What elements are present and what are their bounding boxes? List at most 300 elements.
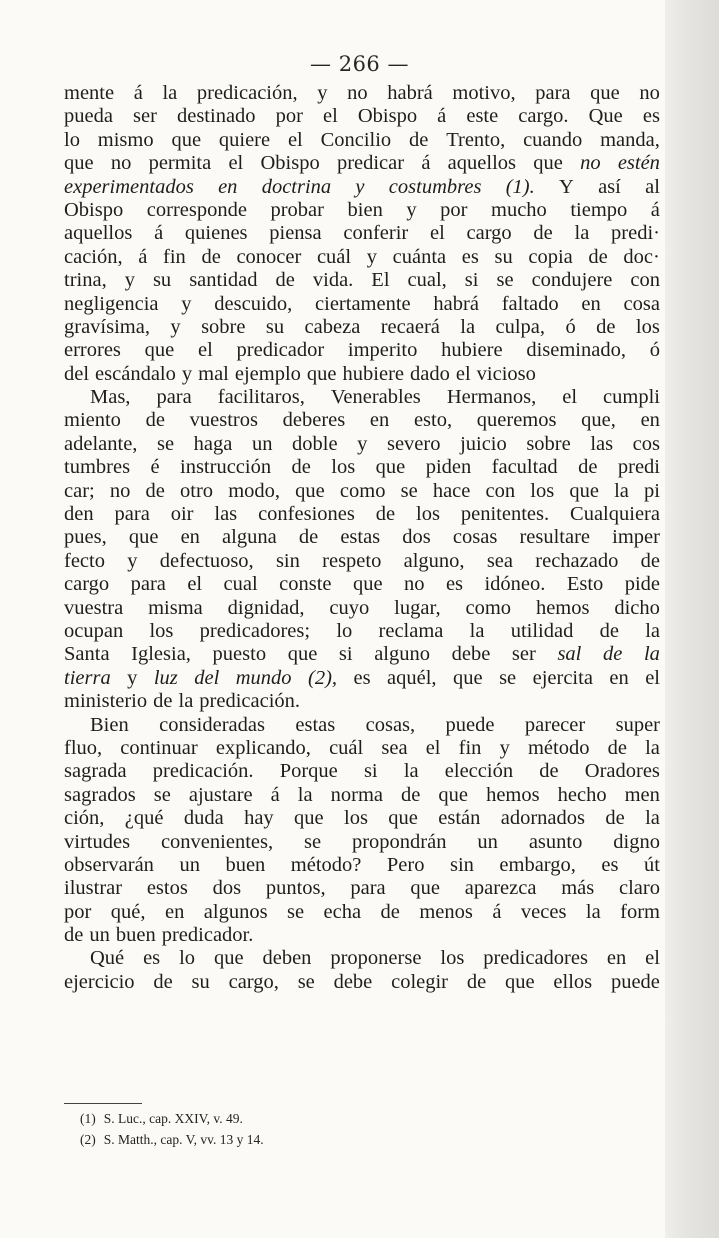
- text-line: [64, 667, 660, 690]
- word: cuál: [316, 245, 352, 268]
- word: ilustrar: [64, 877, 123, 900]
- word: Qué: [90, 947, 125, 970]
- word: vicioso: [476, 362, 536, 385]
- footnote-rule: [64, 1103, 142, 1104]
- word: no: [639, 82, 660, 104]
- word: sal: [557, 643, 582, 666]
- word: motivo,: [452, 82, 516, 104]
- word: car;: [64, 479, 95, 502]
- word: cuyo: [329, 596, 370, 619]
- word: alguna: [222, 526, 277, 549]
- word: á: [133, 82, 143, 104]
- word: Esto: [566, 573, 604, 596]
- word: tiempo: [570, 198, 628, 221]
- word: cual: [223, 573, 258, 596]
- word: faltado: [501, 292, 559, 315]
- word: hubiere: [342, 362, 405, 385]
- word: y: [127, 666, 138, 689]
- word: cargo.: [518, 105, 569, 128]
- word: Porque: [279, 760, 338, 783]
- word: luz: [153, 666, 178, 689]
- word: deben: [262, 947, 312, 970]
- word: ser: [133, 105, 157, 128]
- word: ejemplo: [234, 362, 301, 385]
- word: cumpli: [603, 386, 660, 409]
- word: puesto: [212, 643, 267, 666]
- text-line: [64, 643, 660, 666]
- word: los: [530, 479, 555, 502]
- word: predicación.: [199, 690, 301, 713]
- word: Concilio: [320, 128, 392, 151]
- word: de: [409, 128, 429, 151]
- word: los: [344, 807, 368, 830]
- word: sin: [449, 853, 474, 876]
- word: men: [624, 783, 660, 806]
- footnotes: [80, 1108, 264, 1150]
- word: y: [170, 315, 181, 338]
- word: para: [114, 503, 150, 526]
- word: manda,: [600, 128, 660, 151]
- word: cosas: [452, 526, 498, 549]
- word: el: [645, 947, 660, 970]
- text-line: [64, 877, 660, 900]
- word: en: [581, 292, 601, 315]
- word: á: [421, 152, 431, 175]
- word: rechazado: [535, 549, 619, 572]
- word: de: [588, 245, 608, 268]
- word: que: [352, 573, 383, 596]
- word: dado: [410, 362, 450, 385]
- word: el: [323, 105, 338, 128]
- word: virtudes: [64, 830, 131, 853]
- word: que: [569, 479, 599, 502]
- word: en: [218, 175, 238, 198]
- word: del: [194, 666, 220, 689]
- word: predi·: [611, 222, 660, 245]
- word: este: [466, 105, 499, 128]
- word: Iglesia,: [131, 643, 191, 666]
- word: hemos: [535, 596, 590, 619]
- text-line: [64, 854, 660, 877]
- page-edge-shadow: [665, 0, 719, 1238]
- word: que: [453, 666, 483, 689]
- word: facilitaros,: [217, 386, 305, 409]
- word: se: [153, 783, 171, 806]
- word: la: [460, 315, 476, 338]
- word: el: [228, 152, 244, 175]
- word: predicar: [336, 152, 405, 175]
- word: buen: [115, 924, 156, 947]
- word: lugar,: [394, 596, 441, 619]
- word: y: [181, 362, 193, 385]
- word: quienes: [184, 222, 248, 245]
- word: Obispo: [260, 152, 320, 175]
- word: de: [201, 245, 221, 268]
- text-line: [64, 550, 660, 573]
- word: los: [149, 619, 174, 642]
- word: haga: [193, 432, 233, 455]
- word: que: [287, 643, 318, 666]
- word: gravísima,: [64, 315, 150, 338]
- word: idóneo.: [484, 573, 546, 596]
- footnote: [80, 1108, 264, 1129]
- word: corresponde: [146, 198, 247, 221]
- word: cos: [632, 432, 660, 455]
- word: de: [533, 222, 553, 245]
- word: en: [164, 900, 185, 923]
- word: sin: [275, 549, 300, 572]
- text-line: [64, 129, 660, 152]
- word: aquellos: [64, 222, 133, 245]
- word: en: [606, 947, 627, 970]
- word: modo,: [228, 479, 281, 502]
- word: ejercita: [532, 666, 593, 689]
- word: y: [406, 198, 417, 221]
- word: que: [294, 807, 324, 830]
- word: del: [64, 362, 90, 385]
- word: un: [477, 830, 498, 853]
- word: elección: [444, 760, 514, 783]
- word: é: [150, 456, 160, 479]
- word: los: [331, 456, 356, 479]
- word: continuar: [120, 736, 198, 759]
- text-line: [64, 971, 660, 994]
- word: adelante,: [64, 432, 138, 455]
- word: el: [425, 736, 441, 759]
- word: que: [438, 783, 469, 806]
- word: ministerio: [64, 690, 148, 713]
- word: no: [347, 82, 368, 104]
- word: doc·: [623, 245, 660, 268]
- word: predicación,: [196, 82, 298, 104]
- word: como: [339, 479, 386, 502]
- word: cación,: [64, 245, 123, 268]
- word: predicación.: [152, 760, 254, 783]
- word: cuánta: [392, 245, 447, 268]
- word: la: [645, 736, 660, 759]
- word: de: [298, 526, 319, 549]
- word: se: [304, 830, 322, 853]
- word: mucho: [491, 198, 547, 221]
- word: el: [197, 339, 213, 362]
- word: los: [416, 503, 440, 526]
- word: Cualquiera: [570, 503, 660, 526]
- word: severo: [386, 432, 441, 455]
- word: form: [620, 900, 660, 923]
- word: proponerse: [330, 947, 422, 970]
- word: la: [469, 619, 485, 642]
- text-line: [64, 526, 660, 549]
- word: un: [179, 853, 200, 876]
- word: condujere: [531, 269, 613, 292]
- word: con: [630, 269, 660, 292]
- word: adornados: [500, 807, 586, 830]
- word: que: [295, 479, 325, 502]
- word: de: [145, 409, 165, 432]
- word: utilidad: [510, 619, 574, 642]
- text-line: [64, 831, 660, 854]
- word: pueda: [64, 105, 113, 128]
- word: es: [353, 666, 371, 689]
- word: si: [338, 643, 353, 666]
- word: santidad: [189, 269, 258, 292]
- word: ¿qué: [124, 807, 164, 830]
- word: que: [213, 947, 244, 970]
- word: en: [640, 409, 660, 432]
- word: dos: [212, 877, 242, 900]
- word: puede: [610, 970, 660, 993]
- word: hay: [244, 807, 274, 830]
- word: buen: [225, 853, 266, 876]
- word: defectuoso,: [159, 549, 254, 572]
- word: de: [275, 269, 295, 292]
- word: como: [465, 596, 512, 619]
- word: destinado: [176, 105, 256, 128]
- word: estas: [340, 526, 381, 549]
- word: errores: [64, 339, 121, 362]
- word: sea: [381, 736, 408, 759]
- word: sobre: [526, 432, 571, 455]
- word: la: [178, 690, 194, 713]
- word: ción,: [64, 807, 105, 830]
- text-line: [64, 947, 660, 970]
- word: con: [485, 479, 516, 502]
- word: un: [251, 432, 273, 455]
- word: observarán: [64, 853, 154, 876]
- word: es: [601, 853, 619, 876]
- word: experimentados: [64, 175, 194, 198]
- word: su: [152, 269, 172, 292]
- word: otro: [180, 479, 214, 502]
- word: la: [297, 783, 313, 806]
- word: aquél,: [387, 666, 437, 689]
- text-line: [64, 269, 660, 292]
- word: digno: [613, 830, 660, 853]
- word: á: [650, 198, 660, 221]
- word: fin: [458, 736, 482, 759]
- word: de: [578, 456, 598, 479]
- word: hace: [432, 479, 471, 502]
- word: la: [645, 619, 660, 642]
- word: de: [380, 900, 400, 923]
- word: menos: [419, 900, 473, 923]
- word: pide: [624, 573, 660, 596]
- word: su: [494, 245, 513, 268]
- word: sagrados: [64, 783, 136, 806]
- word: de: [145, 479, 165, 502]
- word: permita: [148, 152, 212, 175]
- word: Oradores: [584, 760, 660, 783]
- word: asunto: [528, 830, 583, 853]
- word: estén: [617, 152, 660, 175]
- word: den: [64, 503, 94, 526]
- word: de: [153, 690, 173, 713]
- text-line: [64, 503, 660, 526]
- word: en: [180, 526, 200, 549]
- word: facultad: [491, 456, 558, 479]
- word: Y: [558, 175, 574, 198]
- word: negligencia: [64, 292, 159, 315]
- word: de: [640, 549, 660, 572]
- word: la: [403, 760, 419, 783]
- word: escándalo: [95, 362, 176, 385]
- word: sagrada: [64, 760, 127, 783]
- word: predicador: [236, 339, 325, 362]
- word: de: [153, 970, 173, 993]
- word: piden: [425, 456, 472, 479]
- word: por: [440, 198, 468, 221]
- word: alguno: [374, 643, 430, 666]
- word: de: [599, 619, 619, 642]
- page-number: — 266 —: [310, 52, 409, 76]
- word: y: [366, 245, 377, 268]
- text-line: [64, 316, 660, 339]
- word: descuido,: [214, 292, 293, 315]
- word: por: [64, 900, 92, 923]
- word: Obispo: [64, 198, 124, 221]
- word: instrucción: [180, 456, 272, 479]
- word: tierra: [64, 666, 111, 689]
- word: es: [461, 245, 479, 268]
- word: Obispo: [357, 105, 418, 128]
- word: es: [642, 105, 660, 128]
- word: habrá: [433, 292, 479, 315]
- body-text: [64, 82, 660, 994]
- word: predicadores: [483, 947, 588, 970]
- word: hemos: [486, 783, 540, 806]
- word: parecer: [524, 713, 586, 736]
- word: que: [64, 152, 94, 175]
- word: ó: [565, 315, 576, 338]
- word: imper: [612, 526, 660, 549]
- word: Mas,: [90, 386, 131, 409]
- word: recaerá: [380, 315, 440, 338]
- word: Santa: [64, 643, 110, 666]
- word: y: [181, 292, 192, 315]
- word: cargo: [64, 573, 110, 596]
- word: (1).: [505, 175, 535, 198]
- word: consideradas: [159, 713, 265, 736]
- word: no: [110, 152, 132, 175]
- text-line: [64, 293, 660, 316]
- text-line: [64, 690, 660, 713]
- word: se: [157, 432, 175, 455]
- word: copia: [528, 245, 573, 268]
- word: de: [466, 970, 487, 993]
- text-line: [64, 152, 660, 175]
- word: estas: [295, 713, 336, 736]
- text-line: [64, 409, 660, 432]
- word: se: [297, 970, 315, 993]
- word: deberes: [282, 409, 346, 432]
- word: los: [635, 315, 660, 338]
- text-line: [64, 456, 660, 479]
- word: el: [287, 128, 303, 151]
- word: no: [404, 573, 425, 596]
- word: es: [445, 573, 464, 596]
- word: método?: [290, 853, 362, 876]
- word: cargo: [466, 222, 512, 245]
- word: út: [643, 853, 660, 876]
- text-line: [64, 433, 660, 456]
- word: su: [265, 315, 285, 338]
- word: respeto: [322, 549, 382, 572]
- word: y: [127, 549, 138, 572]
- word: no: [580, 152, 601, 175]
- word: si: [464, 269, 479, 292]
- word: se: [496, 269, 514, 292]
- word: confesiones: [258, 503, 355, 526]
- word: que: [590, 82, 620, 104]
- text-line: [64, 176, 660, 199]
- word: cargo,: [228, 970, 279, 993]
- text-line: [64, 573, 660, 596]
- word: Que: [588, 105, 623, 128]
- word: que,: [581, 409, 616, 432]
- word: el: [429, 222, 445, 245]
- word: que: [375, 456, 406, 479]
- word: cabeza: [304, 315, 361, 338]
- word: método: [527, 736, 590, 759]
- word: las: [590, 432, 614, 455]
- word: Trento,: [446, 128, 506, 151]
- word: se: [400, 479, 418, 502]
- text-line: [64, 105, 660, 128]
- word: miento: [64, 409, 121, 432]
- footnote-mark: (2): [80, 1132, 96, 1147]
- word: duda: [183, 807, 224, 830]
- word: predi: [617, 456, 660, 479]
- footnote-text: S. Matth., cap. V, vv. 13 y 14.: [103, 1132, 264, 1147]
- word: un: [89, 924, 110, 947]
- word: cuando: [523, 128, 583, 151]
- word: ajustare: [188, 783, 253, 806]
- footnote-text: S. Luc., cap. XXIV, v. 49.: [103, 1111, 243, 1126]
- word: probar: [270, 198, 324, 221]
- word: que: [306, 362, 337, 385]
- word: penitentes.: [460, 503, 550, 526]
- word: echa: [323, 900, 362, 923]
- word: dos: [402, 526, 431, 549]
- word: debe: [333, 970, 373, 993]
- word: ó: [649, 339, 660, 362]
- word: fluo,: [64, 736, 103, 759]
- word: la: [162, 82, 178, 104]
- text-line: [64, 807, 660, 830]
- word: y: [499, 736, 510, 759]
- word: piensa: [269, 222, 322, 245]
- word: más: [561, 877, 595, 900]
- word: de: [375, 503, 396, 526]
- word: el: [455, 362, 471, 385]
- word: ser: [511, 643, 536, 666]
- text-line: [64, 760, 660, 783]
- word: y: [355, 175, 365, 198]
- word: de: [539, 760, 559, 783]
- word: para: [535, 82, 571, 104]
- word: mismo: [97, 128, 154, 151]
- word: mundo: [235, 666, 292, 689]
- word: lo: [336, 619, 353, 642]
- word: costumbres: [388, 175, 482, 198]
- word: culpa,: [495, 315, 546, 338]
- word: la: [585, 900, 601, 923]
- word: y: [317, 82, 328, 104]
- word: ejercicio: [64, 970, 135, 993]
- word: conste: [279, 573, 332, 596]
- text-line: [64, 901, 660, 924]
- word: que: [171, 128, 202, 151]
